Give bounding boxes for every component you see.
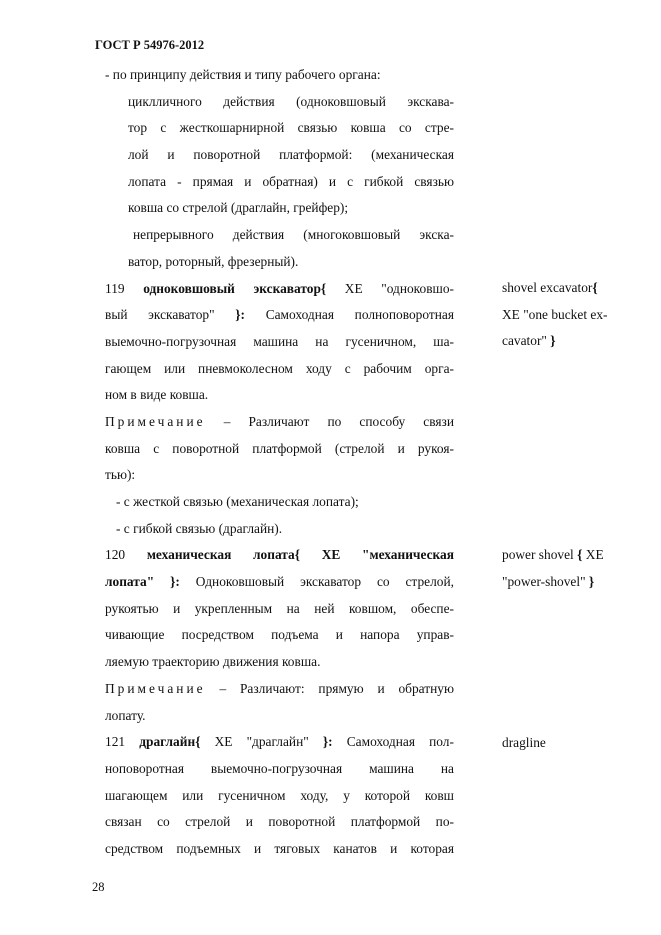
- note-label: Примечание: [105, 680, 206, 696]
- term-name: механическая лопата: [146, 547, 295, 563]
- xe-brace-open: {: [320, 280, 327, 296]
- term-121-heading: [105, 729, 454, 756]
- term-119-line: [105, 302, 454, 329]
- document-body: [105, 62, 454, 863]
- standard-header: ГОСТ Р 54976-2012: [95, 38, 205, 52]
- page-number: 28: [92, 880, 105, 894]
- english-line: cavator" }: [502, 333, 556, 349]
- note-label: Примечание: [105, 413, 206, 429]
- term-119-list-item: - с гибкой связью (драглайн).: [116, 520, 283, 536]
- term-121-definition: средством подъемных и тяговых канатов и которая: [105, 840, 454, 856]
- definition-text: Одноковшовый экскаватор со стрелой,: [195, 574, 454, 590]
- xe-field: XE "механическая: [321, 547, 454, 563]
- term-121-definition: связан со стрелой и поворотной платформой по-: [105, 814, 454, 830]
- term-120-note-line: лопату.: [105, 707, 146, 723]
- note-text: – Различают: прямую и обратную: [219, 680, 454, 696]
- definition-text: Самоходная полноповоротная: [265, 307, 455, 323]
- term-120-note: [105, 676, 454, 703]
- xe-brace-close: }:: [322, 734, 333, 750]
- term-name: одноковшовый экскаватор: [143, 280, 321, 296]
- cyclic-line: ковша со стрелой (драглайн, грейфер);: [128, 200, 349, 216]
- definition-text: Самоходная пол-: [346, 734, 454, 750]
- term-number: 119: [105, 280, 125, 296]
- term-119-heading: [105, 276, 454, 303]
- term-name: драглайн: [139, 734, 196, 750]
- xe-brace-close: }:: [170, 574, 180, 590]
- term-120-definition: чивающие посредством подъема и напора управ-: [105, 627, 454, 643]
- term-121-english: [502, 730, 632, 757]
- term-120-definition: рукоятью и укрепленным на ней ковшом, обеспе-: [105, 600, 454, 616]
- term-119-definition: ном в виде ковша.: [105, 387, 209, 403]
- xe-brace-open: {: [195, 734, 201, 750]
- cyclic-line: лой и поворотной платформой: (механическая: [128, 147, 454, 163]
- term-119-english: [502, 275, 632, 355]
- term-119-list-item: - с жесткой связью (механическая лопата);: [116, 494, 359, 509]
- note-text: – Различают по способу связи: [223, 413, 454, 429]
- xe-brace-open: {: [294, 547, 301, 563]
- term-119-note: [105, 409, 454, 436]
- continuous-line: ватор, роторный, фрезерный).: [128, 253, 299, 269]
- xe-field: XE "одноковшо-: [326, 280, 454, 296]
- english-line: dragline: [502, 735, 546, 750]
- english-line: "power-shovel" }: [502, 573, 595, 589]
- english-line: power shovel { XE: [502, 547, 604, 562]
- continuous-line: непрерывного действия (многоковшовый экска-: [133, 227, 454, 243]
- term-120-heading: [105, 542, 454, 569]
- classification-lead: - по принципу действия и типу рабочего органа:: [105, 67, 381, 82]
- term-121-definition: шагающем или гусеничном ходу, у которой ковш: [105, 787, 454, 803]
- cyclic-line: тор с жесткошарнирной связью ковша со стре-: [128, 120, 454, 136]
- cyclic-line: лопата - прямая и обратная) и с гибкой связью: [128, 173, 454, 189]
- term-120-english: [502, 542, 632, 595]
- term-number: 121: [105, 734, 126, 750]
- term-number: 120: [105, 547, 126, 563]
- term-119-note-line: ковша с поворотной платформой (стрелой и рукоя-: [105, 440, 454, 456]
- xe-brace-close: }:: [235, 307, 245, 323]
- term-120-line: [105, 569, 454, 596]
- cyclic-line: циклличного действия (одноковшовый экскава-: [128, 93, 454, 109]
- term-121-definition: ноповоротная выемочно-погрузочная машина на: [105, 760, 454, 776]
- xe-field: лопата": [105, 574, 155, 590]
- term-119-definition: выемочно-погрузочная машина на гусеничном, ша-: [105, 333, 454, 349]
- term-120-definition: ляемую траекторию движения ковша.: [105, 654, 321, 670]
- term-119-note-line: тью):: [105, 467, 136, 483]
- term-119-definition: гающем или пневмоколесном ходу с рабочим орга-: [105, 360, 454, 376]
- xe-field: вый экскаватор": [105, 307, 215, 323]
- xe-field: XE "драглайн": [214, 734, 309, 750]
- english-line: shovel excavator{: [502, 280, 598, 295]
- english-line: XE "one bucket ex-: [502, 306, 608, 322]
